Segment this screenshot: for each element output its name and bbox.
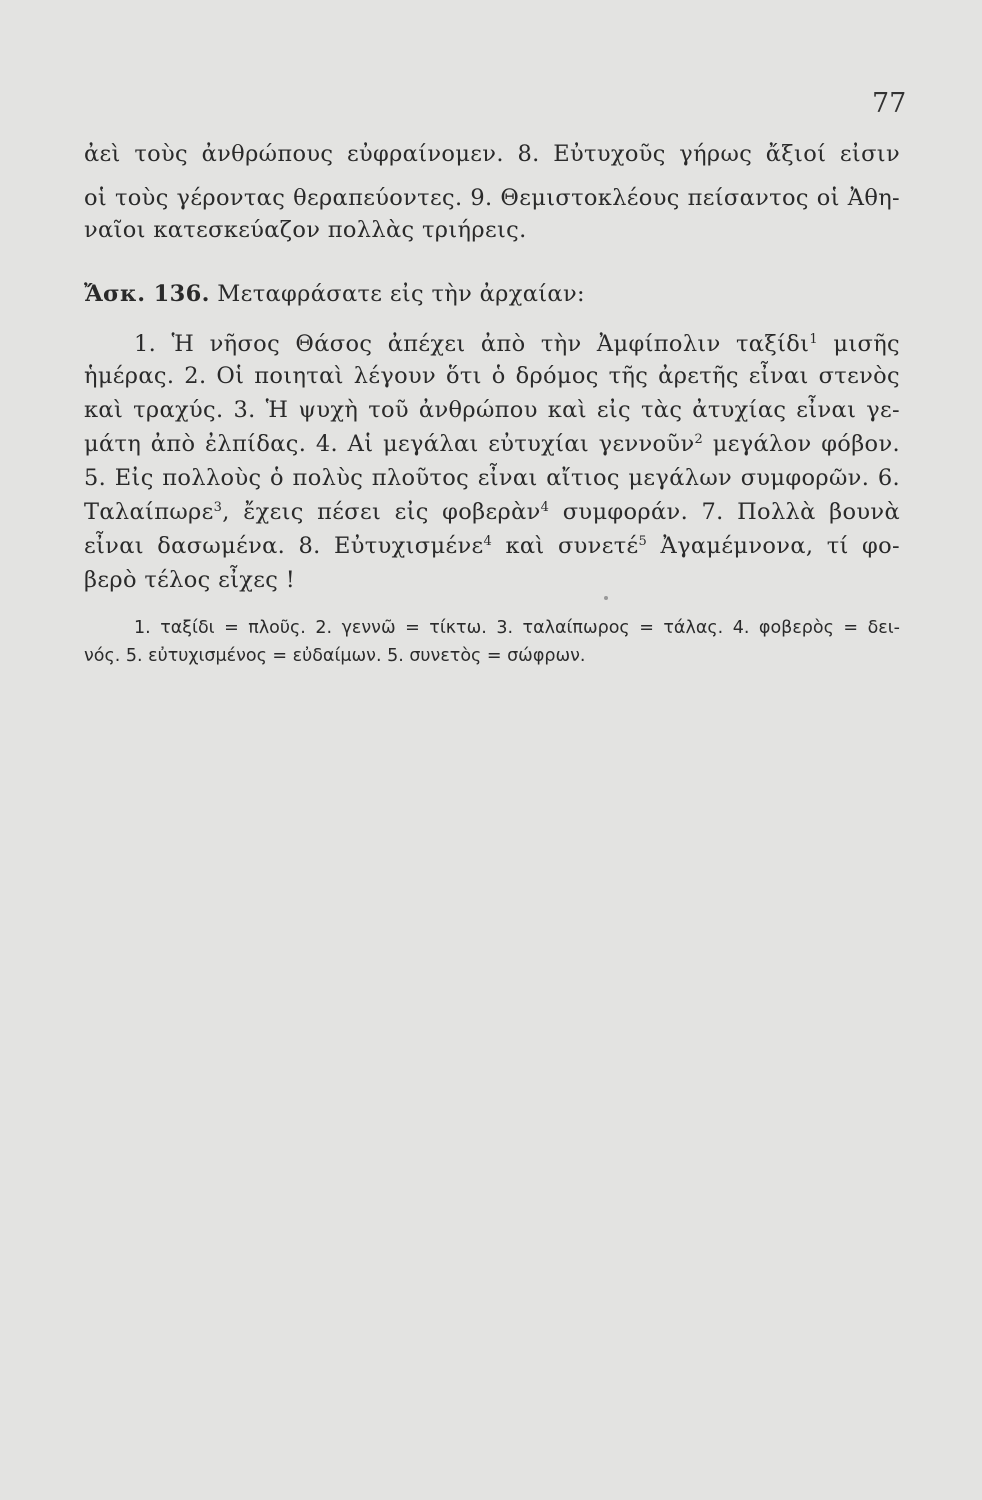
text-line bbox=[84, 528, 900, 564]
text-line: βερὸ τέλος εἶχες ! bbox=[84, 567, 296, 593]
footnote-marker: 4 bbox=[540, 500, 550, 515]
text-line: καὶ τραχύς. 3. Ἡ ψυχὴ τοῦ ἀνθρώπου καὶ εἰς τὰς ἀτυχίας εἶναι γε- bbox=[84, 397, 900, 423]
text-line: ἡμέρας. 2. Οἱ ποιηταὶ λέγουν ὅτι ὁ δρόμος τῆς ἀρετῆς εἶναι στενὸς bbox=[84, 363, 900, 389]
footnote-marker: 2 bbox=[694, 432, 704, 447]
text-line: οἱ τοὺς γέροντας θεραπεύοντες. 9. Θεμιστοκλέους πείσαντος οἱ Ἀθη- bbox=[84, 185, 900, 211]
text-fragment: , ἔχεις πέσει εἰς φοβερὰν bbox=[222, 499, 541, 525]
text-fragment: Ἀγαμέμνονα, τί φο- bbox=[647, 533, 900, 559]
text-line bbox=[84, 494, 900, 530]
text-line: ναῖοι κατεσκεύαζον πολλὰς τριήρεις. bbox=[84, 217, 527, 243]
page-number: 77 bbox=[872, 88, 907, 119]
exercise-label: Ἄσκ. 136. bbox=[84, 281, 210, 307]
footnote-marker: 5 bbox=[638, 534, 648, 549]
text-fragment: καὶ συνετέ bbox=[492, 533, 639, 559]
text-fragment: 1. Ἡ νῆσος Θάσος ἀπέχει ἀπὸ τὴν Ἀμφίπολιν ταξίδι bbox=[134, 331, 810, 357]
text-line bbox=[84, 426, 900, 462]
text-line bbox=[134, 326, 900, 362]
footnote-line: νός. 5. εὐτυχισμένος = εὐδαίμων. 5. συνετὸς = σώφρων. bbox=[84, 646, 586, 666]
text-fragment: συμφοράν. 7. Πολλὰ βουνὰ bbox=[549, 499, 900, 525]
exercise-instruction: Μεταφράσατε εἰς τὴν ἀρχαίαν: bbox=[217, 281, 585, 307]
footnote-marker: 4 bbox=[483, 534, 493, 549]
footnote-line: 1. ταξίδι = πλοῦς. 2. γεννῶ = τίκτω. 3. ταλαίπωρος = τάλας. 4. φοβερὸς = δει- bbox=[134, 618, 900, 638]
text-fragment: μεγάλον φόβον. bbox=[703, 431, 900, 457]
footnote-marker: 1 bbox=[809, 332, 818, 347]
footnote-marker: 3 bbox=[213, 500, 223, 515]
text-fragment: μάτη ἀπὸ ἐλπίδας. 4. Αἱ μεγάλαι εὐτυχίαι γεννοῦν bbox=[84, 431, 695, 457]
exercise-heading bbox=[84, 276, 900, 312]
text-line: ἀεὶ τοὺς ἀνθρώπους εὐφραίνομεν. 8. Εὐτυχοῦς γήρως ἄξιοί εἰσιν bbox=[84, 141, 900, 167]
print-speck bbox=[604, 596, 608, 600]
text-fragment: Ταλαίπωρε bbox=[84, 499, 214, 525]
text-fragment: μισῆς bbox=[817, 331, 900, 357]
text-fragment: εἶναι δασωμένα. 8. Εὐτυχισμένε bbox=[84, 533, 484, 559]
text-line: 5. Εἰς πολλοὺς ὁ πολὺς πλοῦτος εἶναι αἴτιος μεγάλων συμφορῶν. 6. bbox=[84, 465, 900, 491]
